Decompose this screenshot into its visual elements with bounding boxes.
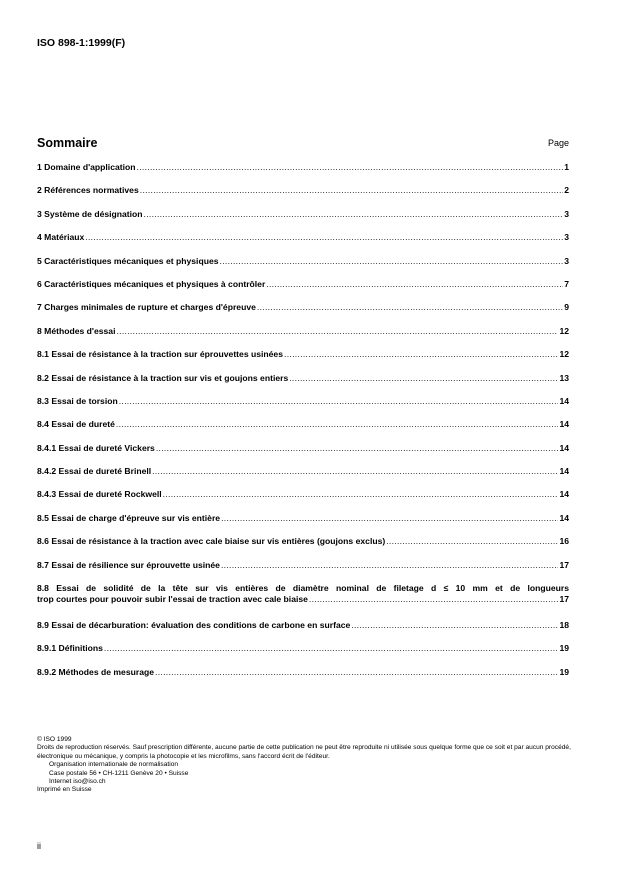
toc-entry[interactable] bbox=[37, 419, 569, 442]
toc-entry-title: 8.9 Essai de décarburation: évaluation des conditions de carbone en surface bbox=[37, 620, 351, 631]
leader-dots bbox=[85, 232, 563, 242]
toc-entry[interactable] bbox=[37, 396, 569, 419]
table-of-contents bbox=[37, 162, 569, 690]
toc-entry[interactable] bbox=[37, 620, 569, 643]
copyright-line: © ISO 1999 bbox=[37, 736, 72, 743]
toc-entry[interactable] bbox=[37, 326, 569, 349]
leader-dots bbox=[155, 667, 558, 677]
toc-entry-page: 14 bbox=[559, 466, 569, 477]
toc-entry-page: 3 bbox=[564, 232, 569, 243]
printed-in: Imprimé en Suisse bbox=[37, 786, 92, 794]
toc-entry-page: 14 bbox=[559, 489, 569, 500]
toc-entry[interactable] bbox=[37, 256, 569, 279]
page-number: ii bbox=[37, 841, 41, 851]
toc-entry[interactable] bbox=[37, 185, 569, 208]
toc-entry[interactable] bbox=[37, 560, 569, 583]
toc-entry-title: 8.3 Essai de torsion bbox=[37, 395, 118, 406]
toc-entry-title-line2: trop courtes pour pouvoir subir l'essai de traction avec cale biaise bbox=[37, 594, 308, 605]
toc-entry-title: 8.1 Essai de résistance à la traction sur éprouvettes usinées bbox=[37, 349, 283, 360]
toc-entry-title: 8.4.1 Essai de dureté Vickers bbox=[37, 442, 155, 453]
toc-entry-title: 6 Caractéristiques mécaniques et physiques à contrôler bbox=[37, 278, 266, 289]
toc-entry-page: 12 bbox=[559, 349, 569, 360]
leader-dots bbox=[156, 443, 559, 453]
leader-dots bbox=[257, 302, 563, 312]
copyright-notice bbox=[37, 736, 571, 795]
leader-dots bbox=[221, 560, 558, 570]
toc-entry-page: 17 bbox=[559, 559, 569, 570]
leader-dots bbox=[163, 489, 559, 499]
leader-dots bbox=[144, 209, 564, 219]
rights-statement: Droits de reproduction réservés. Sauf prescription différente, aucune partie de cette publication ne peut être reproduite ni utilisée sous quelque forme que ce soit et par aucun procédé, électronique ou mécanique, y compris la photocopie et les microfilms, sans l'accord écrit de l'éditeur. bbox=[37, 744, 571, 760]
toc-entry-title: 8.9.2 Méthodes de mesurage bbox=[37, 666, 155, 677]
toc-entry-page: 17 bbox=[559, 594, 569, 605]
leader-dots bbox=[221, 513, 558, 523]
toc-entry[interactable] bbox=[37, 279, 569, 302]
leader-dots bbox=[284, 349, 558, 359]
organisation-name: Organisation internationale de normalisation bbox=[49, 761, 179, 769]
toc-entry[interactable] bbox=[37, 349, 569, 372]
toc-entry-title: 8.4.2 Essai de dureté Brinell bbox=[37, 466, 152, 477]
leader-dots bbox=[140, 185, 563, 195]
toc-entry-page: 19 bbox=[559, 666, 569, 677]
leader-dots bbox=[137, 162, 564, 172]
toc-entry[interactable] bbox=[37, 536, 569, 559]
toc-entry-page: 7 bbox=[564, 278, 569, 289]
toc-page-label: Page bbox=[547, 138, 569, 148]
toc-entry-page: 3 bbox=[564, 255, 569, 266]
toc-entry-title: 8.6 Essai de résistance à la traction avec cale biaise sur vis entières (goujons exclus) bbox=[37, 536, 386, 547]
toc-entry-title: 8.4 Essai de dureté bbox=[37, 419, 115, 430]
toc-entry[interactable] bbox=[37, 209, 569, 232]
toc-entry-page: 18 bbox=[559, 620, 569, 631]
toc-entry[interactable] bbox=[37, 162, 569, 185]
toc-entry-title: 2 Références normatives bbox=[37, 185, 139, 196]
toc-entry[interactable] bbox=[37, 513, 569, 536]
toc-entry-page: 12 bbox=[559, 325, 569, 336]
toc-title: Sommaire bbox=[37, 136, 98, 150]
internet-contact: Internet iso@iso.ch bbox=[49, 778, 106, 786]
toc-entry[interactable] bbox=[37, 583, 569, 620]
toc-entry-page: 1 bbox=[564, 162, 569, 172]
toc-entry-title: 8.9.1 Définitions bbox=[37, 643, 103, 654]
toc-entry[interactable] bbox=[37, 643, 569, 666]
toc-entry[interactable] bbox=[37, 302, 569, 325]
leader-dots bbox=[152, 466, 558, 476]
leader-dots bbox=[119, 396, 559, 406]
toc-entry-page: 14 bbox=[559, 419, 569, 430]
toc-entry-title: 1 Domaine d'application bbox=[37, 162, 136, 172]
leader-dots bbox=[351, 620, 558, 630]
toc-entry[interactable] bbox=[37, 232, 569, 255]
toc-entry-page: 19 bbox=[559, 643, 569, 654]
postal-address: Case postale 56 • CH-1211 Genève 20 • Suisse bbox=[49, 769, 189, 777]
toc-entry-page: 14 bbox=[559, 442, 569, 453]
toc-entry-page: 16 bbox=[559, 536, 569, 547]
toc-entry-page: 14 bbox=[559, 395, 569, 406]
toc-entry-title: 8.2 Essai de résistance à la traction sur vis et goujons entiers bbox=[37, 372, 289, 383]
leader-dots bbox=[309, 594, 559, 604]
leader-dots bbox=[116, 326, 558, 336]
toc-entry-title: 3 Système de désignation bbox=[37, 208, 143, 219]
toc-entry-page: 13 bbox=[559, 372, 569, 383]
toc-entry-title: 8.4.3 Essai de dureté Rockwell bbox=[37, 489, 162, 500]
toc-entry-title-line1: 8.8 Essai de solidité de la tête sur vis entières de diamètre nominal de filetage d ≤ 10 mm et de longueurs bbox=[37, 583, 569, 594]
toc-entry-title: 8.5 Essai de charge d'épreuve sur vis entière bbox=[37, 512, 221, 523]
toc-entry-title: 4 Matériaux bbox=[37, 232, 85, 243]
toc-entry[interactable] bbox=[37, 373, 569, 396]
toc-entry-title: 5 Caractéristiques mécaniques et physiques bbox=[37, 255, 219, 266]
toc-entry-page: 3 bbox=[564, 208, 569, 219]
leader-dots bbox=[266, 279, 563, 289]
leader-dots bbox=[289, 373, 558, 383]
document-header: ISO 898-1:1999(F) bbox=[37, 37, 126, 49]
leader-dots bbox=[116, 419, 559, 429]
toc-entry-page: 2 bbox=[564, 185, 569, 196]
toc-entry-page: 9 bbox=[564, 302, 569, 313]
toc-entry-title: 8 Méthodes d'essai bbox=[37, 325, 116, 336]
toc-entry[interactable] bbox=[37, 489, 569, 512]
toc-entry[interactable] bbox=[37, 667, 569, 690]
toc-entry[interactable] bbox=[37, 443, 569, 466]
toc-entry-title: 7 Charges minimales de rupture et charges d'épreuve bbox=[37, 302, 256, 313]
leader-dots bbox=[386, 536, 558, 546]
toc-entry-title: 8.7 Essai de résilience sur éprouvette usinée bbox=[37, 559, 220, 570]
toc-entry-page: 14 bbox=[559, 512, 569, 523]
leader-dots bbox=[104, 643, 559, 653]
toc-entry[interactable] bbox=[37, 466, 569, 489]
leader-dots bbox=[220, 256, 564, 266]
